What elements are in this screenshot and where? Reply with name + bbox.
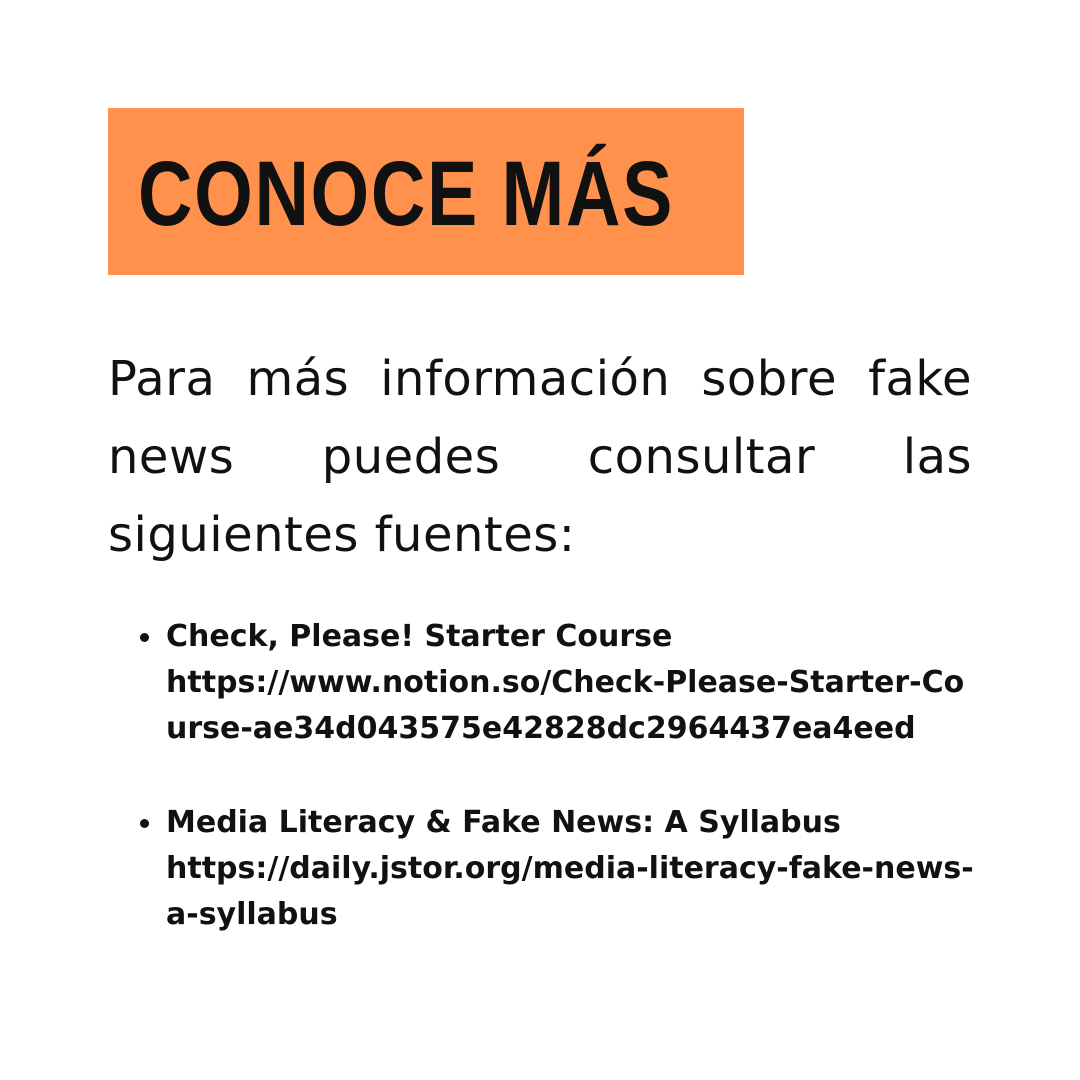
bullet-icon xyxy=(140,819,149,828)
bullet-icon xyxy=(140,633,149,642)
source-link[interactable]: https://www.notion.so/Check-Please-Starter-Course-ae34d043575e42828dc2964437ea4eed xyxy=(166,665,965,746)
intro-paragraph: Para más información sobre fake news puedes consultar las siguientes fuentes: xyxy=(108,351,972,563)
source-link[interactable]: https://daily.jstor.org/media-literacy-fake-news-a-syllabus xyxy=(166,851,974,932)
sources-list xyxy=(136,614,976,986)
source-title: Media Literacy & Fake News: A Syllabus xyxy=(166,805,841,840)
page-title: CONOCE MÁS xyxy=(138,142,675,245)
list-item xyxy=(136,800,976,938)
list-item xyxy=(136,614,976,752)
source-title: Check, Please! Starter Course xyxy=(166,619,673,654)
heading-banner xyxy=(108,108,744,275)
